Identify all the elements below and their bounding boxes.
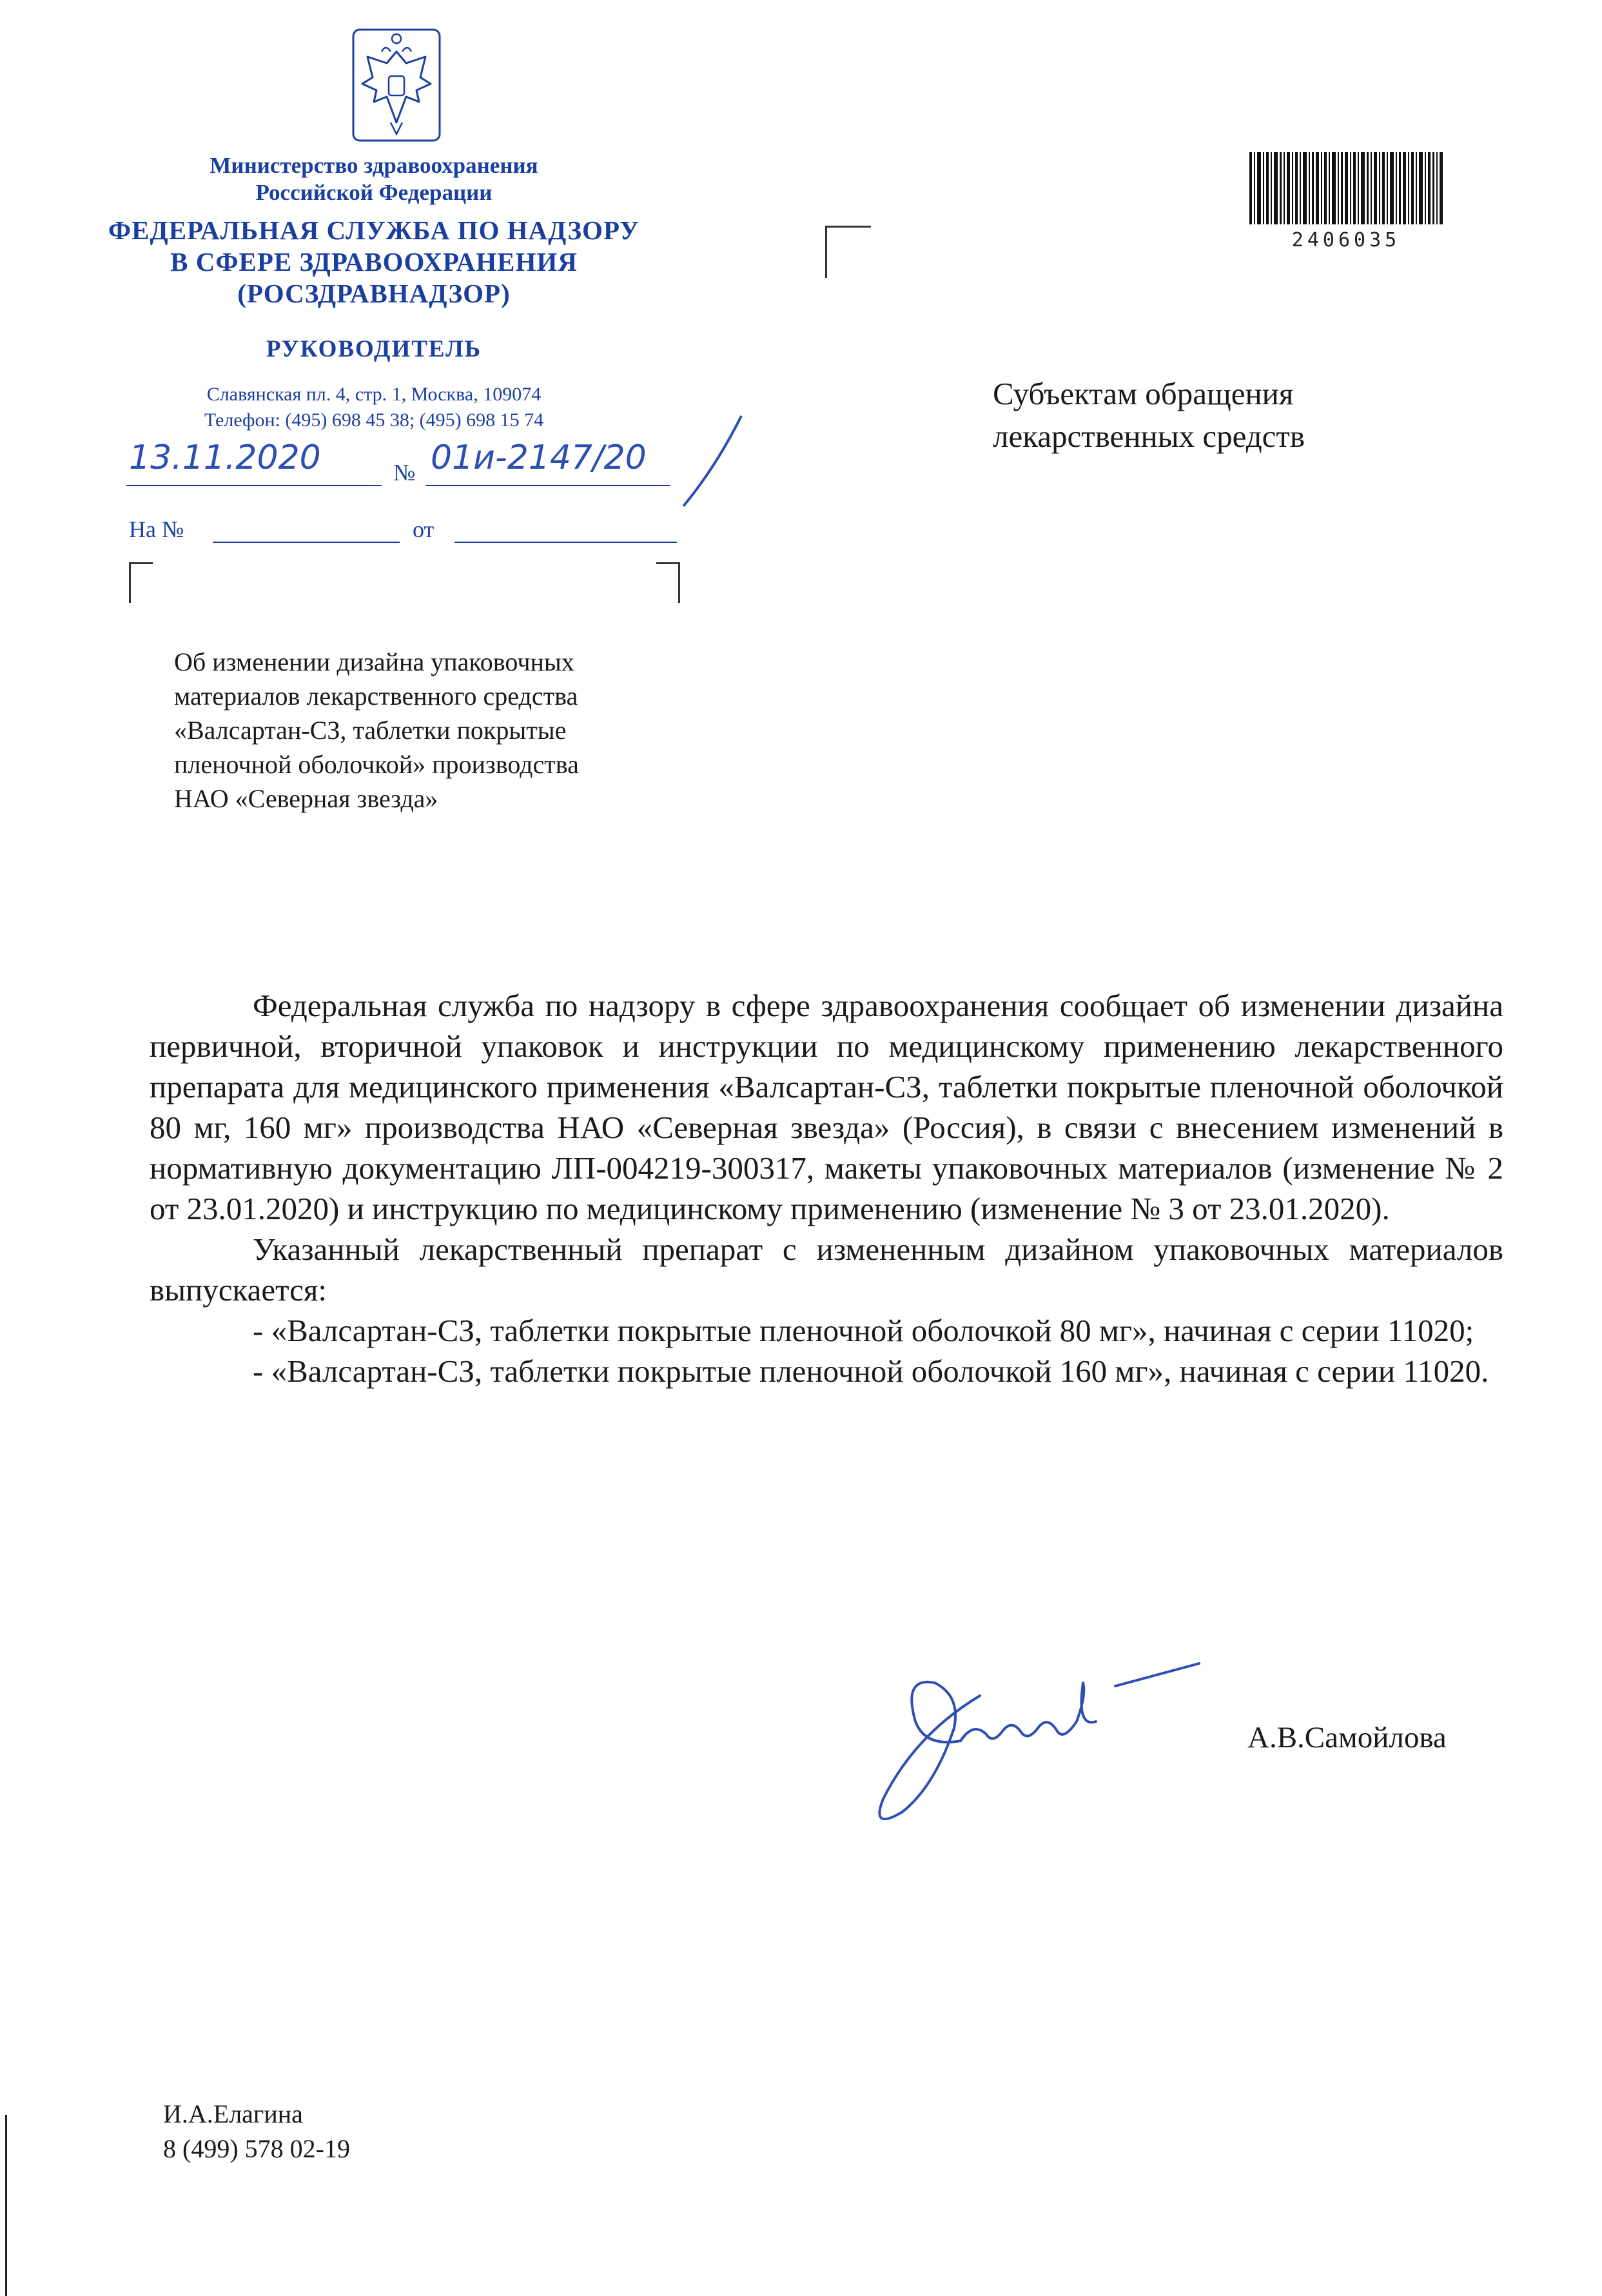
subject-corner-right: [656, 562, 680, 603]
handwritten-slash: [664, 409, 761, 513]
number-label: №: [393, 460, 416, 486]
service-name: [90, 215, 658, 309]
coat-of-arms-emblem: [348, 26, 445, 145]
subject-corner-left: [129, 562, 153, 603]
letter-body: [150, 985, 1503, 1391]
body-paragraph-1: Федеральная служба по надзору в сфере здравоохранения сообщает об изменении дизайна первичной, вторичной упаковок и инструкции по медицинскому применению лекарственного препарата для медицинского применения «Валсартан-СЗ, таблетки покрытые пленочной оболочкой 80 мг, 160 мг» производства НАО «Северная звезда» (Россия), в связи с внесением изменений в нормативную документацию ЛП-004219-300317, макеты упаковочных материалов (изменение № 2 от 23.01.2020) и инструкцию по медицинскому применению (изменение № 3 от 23.01.2020).: [150, 988, 1503, 1226]
address-block: Славянская пл. 4, стр. 1, Москва, 109074 Телефон: (495) 698 45 38; (495) 698 15 74: [204, 384, 544, 431]
executor-block: [163, 2097, 350, 2166]
from-label: от: [413, 516, 435, 542]
scan-edge-line: [5, 2115, 7, 2296]
service-text: ФЕДЕРАЛЬНАЯ СЛУЖБА ПО НАДЗОРУ В СФЕРЕ ЗДРАВООХРАНЕНИЯ (РОСЗДРАВНАДЗОР): [108, 215, 640, 308]
barcode: [1249, 152, 1443, 224]
registration-number: 01и-2147/20: [431, 438, 647, 477]
body-list-item-2: - «Валсартан-СЗ, таблетки покрытые пленочной оболочкой 160 мг», начиная с серии 11020.: [253, 1353, 1489, 1389]
executor-name: И.А.Елагина: [163, 2099, 303, 2128]
executor-phone: 8 (499) 578 02-19: [163, 2134, 350, 2163]
date-underline: [126, 485, 382, 486]
barcode-number: 2406035: [1291, 229, 1401, 251]
reply-label: На №: [129, 516, 184, 542]
reply-number-line: [213, 542, 400, 543]
number-underline: [425, 485, 670, 486]
body-paragraph-2: Указанный лекарственный препарат с измененным дизайном упаковочных материалов выпускается:: [150, 1231, 1503, 1308]
reply-date-line: [454, 542, 677, 543]
signer-name: А.В.Самойлова: [1247, 1721, 1447, 1754]
ministry-text: Министерство здравоохранения Российской Федерации: [210, 153, 538, 205]
handwritten-signature: [864, 1625, 1251, 1838]
body-list-item-1: - «Валсартан-СЗ, таблетки покрытые пленочной оболочкой 80 мг», начиная с серии 11020;: [253, 1313, 1474, 1348]
head-title: РУКОВОДИТЕЛЬ: [266, 336, 482, 362]
recipient: Субъектам обращения лекарственных средств: [993, 376, 1305, 454]
recipient-corner: [825, 226, 871, 278]
ministry-name: [90, 152, 658, 206]
letter-subject: Об изменении дизайна упаковочных материалов лекарственного средства «Валсартан-СЗ, таблетки покрытые пленочной оболочкой» производства НАО «Северная звезда»: [174, 647, 579, 813]
registration-date: 13.11.2020: [129, 438, 321, 477]
